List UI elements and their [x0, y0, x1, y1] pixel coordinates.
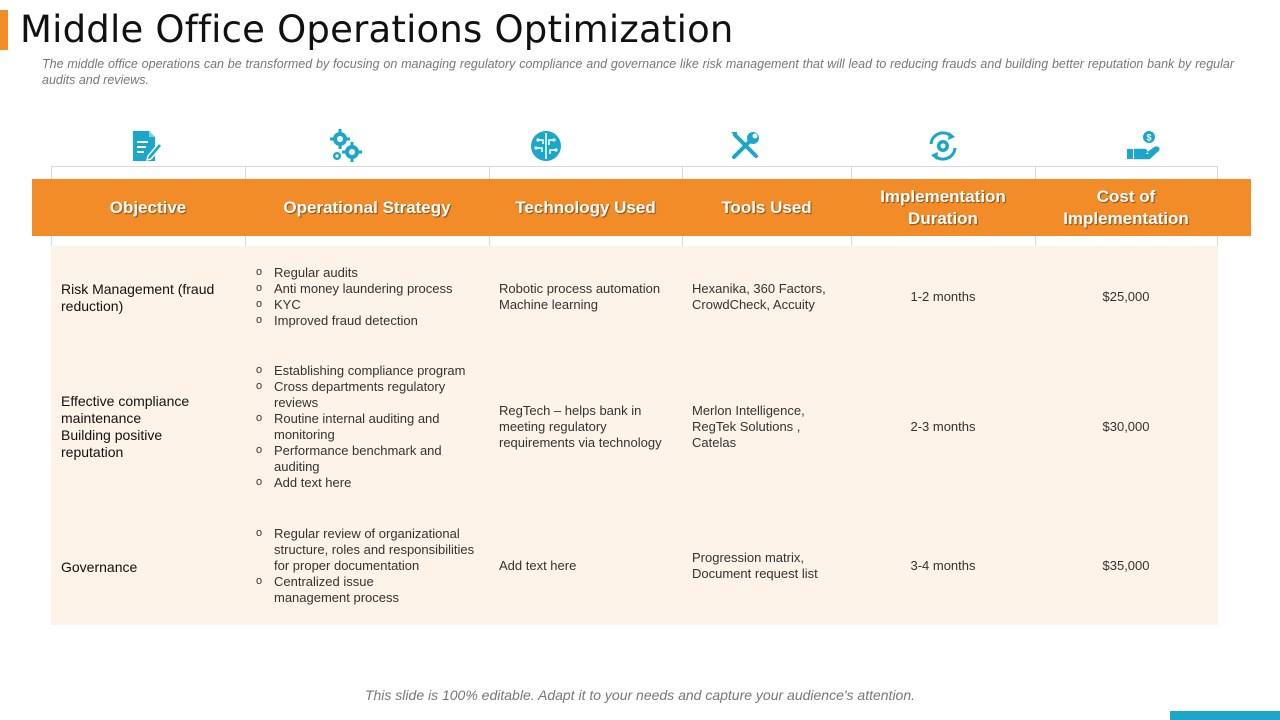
tools-line: Document request list: [692, 566, 818, 581]
row1-objective: [61, 281, 241, 315]
strategy-item: o Improved fraud detection: [256, 313, 481, 329]
tools-line: Catelas: [692, 435, 737, 450]
header-technology-used: Technology Used: [515, 197, 656, 217]
technology-line: meeting regulatory: [499, 419, 607, 434]
strategy-item: o Establishing compliance program: [256, 363, 481, 379]
technology-line: requirements via technology: [499, 435, 662, 450]
objective-line: Governance: [61, 559, 138, 575]
row2-tools: [692, 403, 847, 451]
strategy-item: o Routine internal auditing and monitoring: [256, 411, 481, 443]
circuit-brain-icon: [528, 128, 564, 164]
strategy-item: o KYC: [256, 297, 481, 313]
objective-line: Effective compliance: [61, 393, 190, 409]
row1-cost: $25,000: [1102, 289, 1150, 304]
technology-line: Add text here: [499, 558, 577, 573]
objective-line: reduction): [61, 298, 124, 314]
header-implementation-duration: [851, 179, 1035, 236]
technology-line: Machine learning: [499, 297, 599, 312]
row2-strategy: [256, 363, 481, 491]
header-operational-strategy: Operational Strategy: [283, 197, 451, 217]
header-cost-line1: Cost of: [1096, 186, 1156, 206]
gears-icon: [328, 128, 364, 164]
strategy-item: o Add text here: [256, 475, 481, 491]
page-subtitle: The middle office operations can be transformed by focusing on managing regulatory compliance and governance like risk management that will lead to reducing frauds and building better reputation bank by regular audits and reviews.: [42, 57, 1234, 87]
header-tools-used: Tools Used: [721, 197, 812, 217]
table-top-rule: [51, 166, 1218, 167]
header-duration-line1: Implementation: [880, 186, 1006, 206]
objective-line: Building positive: [61, 427, 163, 443]
document-pencil-icon: [128, 128, 164, 164]
header-objective: Objective: [109, 197, 187, 217]
tools-line: Progression matrix,: [692, 550, 804, 565]
tools-icon: [727, 128, 763, 164]
objective-line: Risk Management (fraud: [61, 281, 215, 297]
strategy-item: o Anti money laundering process: [256, 281, 481, 297]
row1-strategy: [256, 265, 481, 329]
page-title: Middle Office Operations Optimization: [20, 8, 734, 51]
hand-coin-icon: [1125, 128, 1161, 164]
row1-technology: [499, 281, 679, 313]
row1-duration: 1-2 months: [910, 289, 976, 304]
row3-objective: [61, 559, 241, 576]
row2-duration: 2-3 months: [910, 419, 976, 434]
strategy-item: o Regular review of organizational structure, roles and responsibilities for proper documentation: [256, 526, 481, 574]
header-cost-line2: Implementation: [1063, 208, 1189, 228]
technology-line: Robotic process automation: [499, 281, 661, 296]
row3-cost: $35,000: [1102, 558, 1150, 573]
strategy-item: o Regular audits: [256, 265, 481, 281]
row3-duration: 3-4 months: [910, 558, 976, 573]
tools-line: Merlon Intelligence,: [692, 403, 805, 418]
title-accent-bar: [0, 10, 8, 50]
gear-cycle-icon: [925, 128, 961, 164]
row2-cost: $30,000: [1102, 419, 1150, 434]
row2-objective: [61, 393, 241, 461]
row1-tools: [692, 281, 847, 313]
strategy-item: o Performance benchmark and auditing: [256, 443, 481, 475]
row3-technology: [499, 558, 679, 574]
objective-line: maintenance: [61, 410, 142, 426]
technology-line: RegTech – helps bank in: [499, 403, 642, 418]
tools-line: CrowdCheck, Accuity: [692, 297, 815, 312]
tools-line: Hexanika, 360 Factors,: [692, 281, 826, 296]
header-duration-line2: Duration: [908, 208, 978, 228]
footer-note: This slide is 100% editable. Adapt it to your needs and capture your audience's attention.: [364, 687, 916, 703]
svg-text:$: $: [1146, 132, 1152, 143]
tools-line: RegTek Solutions ,: [692, 419, 801, 434]
row3-tools: [692, 550, 847, 582]
row3-strategy: [256, 526, 481, 606]
objective-line: reputation: [61, 444, 124, 460]
row2-technology: [499, 403, 679, 451]
corner-accent-bar: [1170, 711, 1280, 720]
strategy-item: o Centralized issue management process: [256, 574, 481, 606]
header-cost-of-implementation: [1035, 179, 1217, 236]
strategy-item: o Cross departments regulatory reviews: [256, 379, 481, 411]
